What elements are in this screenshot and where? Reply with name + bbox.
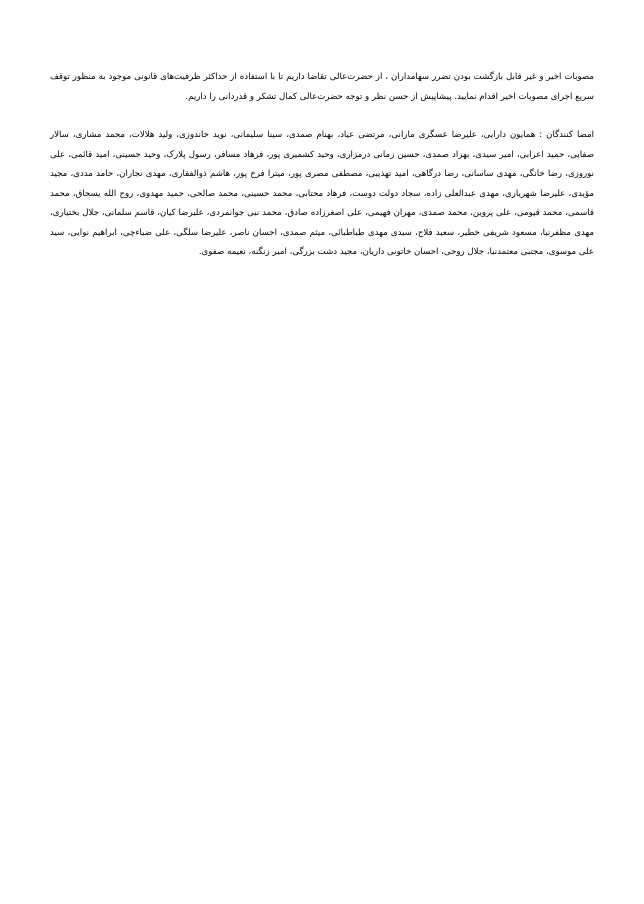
paragraph-spacer [50,107,594,126]
signatories-paragraph [50,126,594,263]
signatories-list: همایون دارایی، علیرضا عسگری مارانی، مرتضی عیاد، بهنام صمدی، سینا سلیمانی، نوید خاندوزی، ولید هلالات، محمد مشاری، سالار صفایی، حمید اعرابی، امیر سیدی، بهزاد صمدی، حسین زمانی درمزاری، وحید کشمیری پور، فرهاد مسافر، رسول پلارک، وحید حسینی، امید قائمی، علی نوروزی، رضا خانگی، مهدی ساسانی، رضا درگاهی، امید تهذیبی، مصطفی مصری پور، میترا فرخ پور، هاشم ذوالفقاری، مهدی نجاران، حامد مددی، مجید مؤیدی، علیرضا شهریاری، مهدی عبدالعلی زاده، سجاد دولت دوست، فرهاد محتابی، محمد حسینی، محمد صالحی، حمید مهدوی، روح الله یسحاق، محمد قاسمی، محمد قیومی، علی پروین، محمد صمدی، مهران فهیمی، علی اصغرزاده صادق، محمد نبی جوانمردی، علیرضا کیان، قاسم سلمانی، جلال بختیاری، مهدی مظفرنیا، مسعود شریفی خطیر، سعید فلاح، سیدی مهدی طباطبائی، میثم صمدی، احسان ناصر، علیرضا سلگی، علی ضیاءچی، ابراهیم نوایی، سید علی موسوی، مجتبی معتمدنیا، جلال روحی، احسان خاتونی داریان، مجید دشت بزرگی، امیر زنگنه، نعیمه صفوی. [50,130,594,257]
document-body [50,68,594,263]
signatories-label: امضا کنندگان : [539,130,594,140]
request-paragraph: مصوبات اخیر و غیر قابل بازگشت بودن تضرر سهامداران ، از حضرت‌عالی تقاضا داریم تا با استفاده از حداکثر ظرفیت‌های قانونی موجود به منظور توقف سریع اجرای مصوبات اخیر اقدام نمایید. پیشاپیش از حسن نظر و توجه حضرت‌عالی کمال تشکر و قدردانی را داریم. [50,72,594,102]
